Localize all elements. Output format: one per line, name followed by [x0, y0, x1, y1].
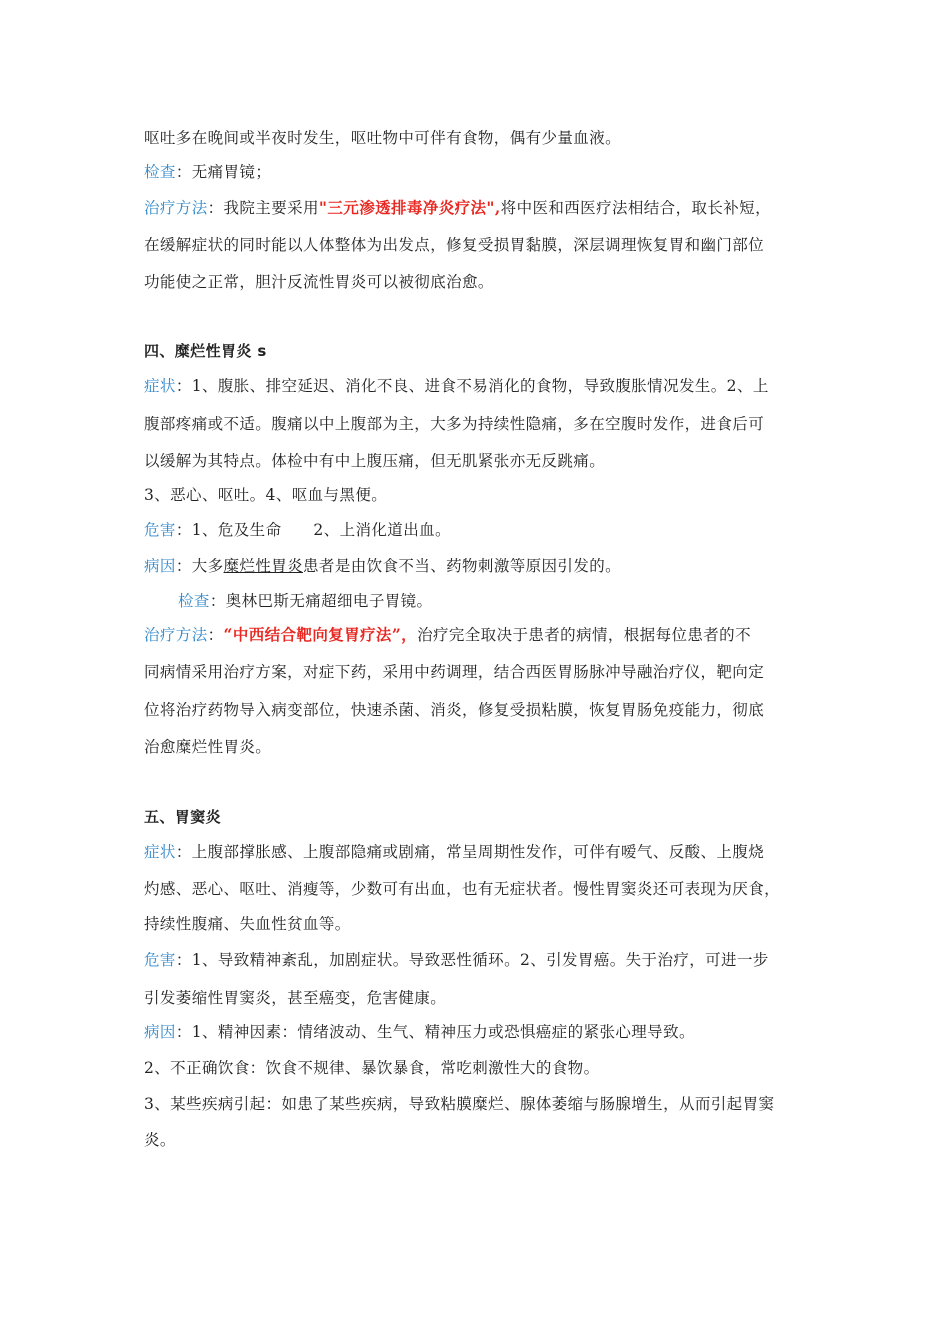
- s4-symptom-line1: [144, 376, 814, 396]
- s3-exam-line: [144, 162, 814, 182]
- s5-symptom-label: 症状: [144, 843, 176, 861]
- s4-exam-text: ：奥林巴斯无痛超细电子胃镜。: [209, 592, 433, 610]
- s5-harm-line2: 引发萎缩性胃窦炎，甚至癌变，危害健康。: [144, 989, 447, 1007]
- s4-harm-label: 危害: [144, 521, 176, 539]
- s4-harm-text: ：1、危及生命 2、上消化道出血。: [175, 521, 451, 539]
- s5-symptom-line1: [144, 842, 814, 862]
- s4-symptom-label: 症状: [144, 377, 176, 395]
- s5-cause-line2: 2、不正确饮食：饮食不规律、暴饮暴食，常吃刺激性大的食物。: [144, 1059, 600, 1077]
- s5-cause-line4: 炎。: [144, 1131, 176, 1149]
- s3-treat-line3: 功能使之正常，胆汁反流性胃炎可以被彻底治愈。: [144, 273, 494, 291]
- s4-cause-label: 病因: [144, 557, 176, 575]
- s4-treat-post: 治疗完全取决于患者的病情，根据每位患者的不: [417, 626, 751, 644]
- s4-cause-post: 患者是由饮食不当、药物刺激等原因引发的。: [303, 557, 622, 575]
- s4-symptom-line4: 3、恶心、呕吐。4、呕血与黑便。: [144, 486, 388, 504]
- s4-harm-line: [144, 520, 814, 540]
- s4-heading: 四、糜烂性胃炎 s: [144, 342, 267, 360]
- s4-treat-line4: 治愈糜烂性胃炎。: [144, 738, 272, 756]
- s3-treat-line1: [144, 198, 814, 218]
- s3-treat-pre: ：我院主要采用: [207, 199, 319, 217]
- s5-symptom-line3: 持续性腹痛、失血性贫血等。: [144, 915, 351, 933]
- s5-cause-line1: [144, 1022, 814, 1042]
- s3-treat-line2: 在缓解症状的同时能以人体整体为出发点，修复受损胃黏膜，深层调理恢复胃和幽门部位: [144, 236, 765, 254]
- s4-treat-pre: ：: [207, 626, 224, 644]
- s4-exam-label: 检查: [178, 592, 210, 610]
- s5-heading: 五、胃窦炎: [144, 808, 222, 826]
- s4-treat-emphasis: “中西结合靶向复胃疗法”，: [223, 625, 418, 644]
- s5-harm-label: 危害: [144, 951, 176, 969]
- s5-cause-text1: ：1、精神因素：情绪波动、生气、精神压力或恐惧癌症的紧张心理导致。: [175, 1023, 695, 1041]
- s4-symptom-line2: 腹部疼痛或不适。腹痛以中上腹部为主，大多为持续性隐痛，多在空腹时发作，进食后可: [144, 415, 765, 433]
- s4-exam-line: [178, 591, 848, 611]
- s4-cause-link[interactable]: 糜烂性胃炎: [223, 557, 304, 575]
- s3-treat-label: 治疗方法: [144, 199, 208, 217]
- s3-exam-text: ：无痛胃镜；: [175, 163, 272, 181]
- s4-cause-pre: ：大多: [175, 557, 224, 575]
- s3-vomit-line: 呕吐多在晚间或半夜时发生，呕吐物中可伴有食物，偶有少量血液。: [144, 129, 622, 147]
- s5-harm-text1: ：1、导致精神紊乱，加剧症状。导致恶性循环。2、引发胃癌。失于治疗，可进一步: [175, 951, 769, 969]
- s3-treat-post: 将中医和西医疗法相结合，取长补短，: [500, 199, 771, 217]
- s4-symptom-text1: ：1、腹胀、排空延迟、消化不良、进食不易消化的食物，导致腹胀情况发生。2、上: [175, 377, 769, 395]
- s4-treat-line2: 同病情采用治疗方案，对症下药，采用中药调理，结合西医胃肠脉冲导融治疗仪，靶向定: [144, 663, 765, 681]
- s4-treat-label: 治疗方法: [144, 626, 208, 644]
- s3-exam-label: 检查: [144, 163, 176, 181]
- s5-cause-label: 病因: [144, 1023, 176, 1041]
- s4-treat-line1: [144, 625, 814, 645]
- s5-symptom-text1: ：上腹部撑胀感、上腹部隐痛或剧痛，常呈周期性发作，可伴有嗳气、反酸、上腹烧: [175, 843, 765, 861]
- s5-harm-line1: [144, 950, 814, 970]
- s4-symptom-line3: 以缓解为其特点。体检中有中上腹压痛，但无肌紧张亦无反跳痛。: [144, 452, 606, 470]
- s3-treat-emphasis: "三元渗透排毒净炎疗法",: [318, 198, 501, 217]
- s4-treat-line3: 位将治疗药物导入病变部位，快速杀菌、消炎，修复受损粘膜，恢复胃肠免疫能力，彻底: [144, 701, 765, 719]
- s5-cause-line3: 3、某些疾病引起：如患了某些疾病，导致粘膜糜烂、腺体萎缩与肠腺增生，从而引起胃窦: [144, 1095, 775, 1113]
- s4-cause-line: [144, 556, 814, 576]
- s5-symptom-line2: 灼感、恶心、呕吐、消瘦等，少数可有出血，也有无症状者。慢性胃窦炎还可表现为厌食，: [144, 880, 781, 898]
